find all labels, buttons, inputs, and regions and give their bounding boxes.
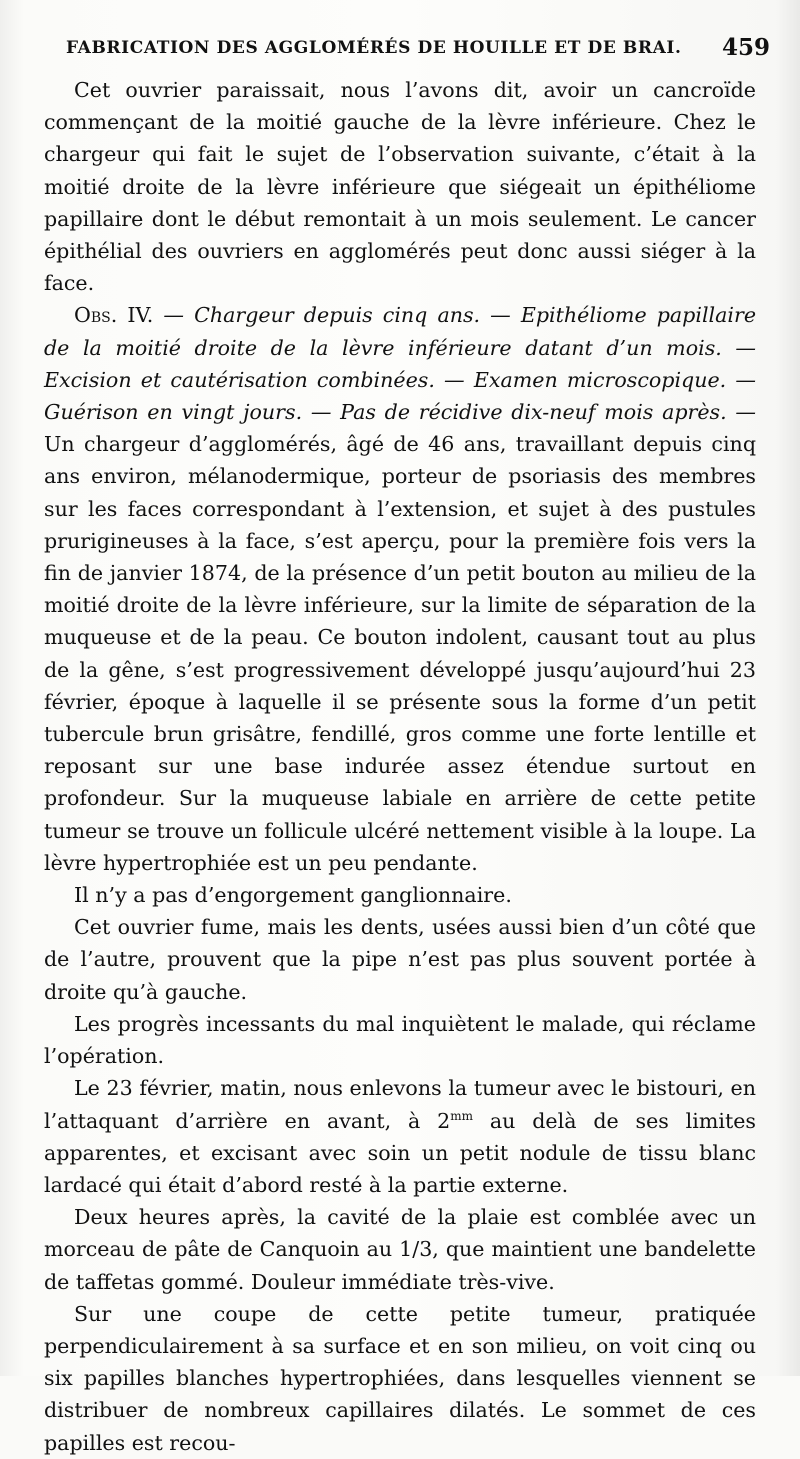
operation-paragraph <box>44 1072 756 1201</box>
page-number: 459 <box>721 34 770 61</box>
operation-text-end: au delà de ses limites apparentes, et excisant avec soin un petit nodule de tissu blanc lardacé qui était d’abord resté à la partie externe. <box>44 1108 756 1197</box>
observation-text: Un chargeur d’agglomérés, âgé de 46 ans, travaillant depuis cinq ans environ, mélanodermique, porteur de psoriasis des membres sur les faces correspondant à l’extension, et sujet à des pustules prurigineuses à la face, s’est aperçu, pour la première fois vers la fin de janvier 1874, de la présence d’un petit bouton au milieu de la moitié droite de la lèvre inférieure, sur la limite de séparation de la muqueuse et de la peau. Ce bouton indolent, causant tout au plus de la gêne, s’est progressivement développé jusqu’aujourd’hui 23 février, époque à laquelle il se présente sous la forme d’un petit tubercule brun grisâtre, fendillé, gros comme une forte lentille et reposant sur une base indurée assez étendue surtout en profondeur. Sur la muqueuse labiale en arrière de cette petite tumeur se trouve un follicule ulcéré nettement visible à la loupe. La lèvre hypertrophiée est un peu pendante. <box>44 432 756 875</box>
millimeter-unit: mm <box>450 1108 474 1123</box>
intro-paragraph: Cet ouvrier paraissait, nous l’avons dit, avoir un cancroïde commençant de la moitié gauche de la lèvre inférieure. Chez le chargeur qui fait le sujet de l’observation suivante, c’était à la moitié droite de la lèvre inférieure que siégeait un épithéliome papillaire dont le début remontait à un mois seulement. Le cancer épithélial des ouvriers en agglomérés peut donc aussi siéger à la face. <box>44 78 756 296</box>
page-header <box>58 32 770 68</box>
observation-heading: — Chargeur depuis cinq ans. — Epithéliome papillaire de la moitié droite de la lèvre inférieure datant d’un mois. — Excision et cautérisation combinées. — Examen microscopique. — Guérison en vingt jours. — Pas de récidive dix-neuf mois après. — <box>44 303 757 425</box>
body-text <box>44 74 756 1459</box>
smoking-paragraph: Cet ouvrier fume, mais les dents, usées aussi bien d’un côté que de l’autre, prouvent que la pipe n’est pas plus souvent portée à droite qu’à gauche. <box>44 915 756 1004</box>
running-head: FABRICATION DES AGGLOMÉRÉS DE HOUILLE ET DE BRAI. <box>66 38 682 58</box>
microscopy-paragraph: Sur une coupe de cette petite tumeur, pratiquée perpendiculairement à sa surface et en son milieu, on voit cinq ou six papilles blanches hypertrophiées, dans lesquelles viennent se distribuer de nombreux capillaires dilatés. Le sommet de ces papilles est recou- <box>44 1301 756 1455</box>
ganglion-paragraph: Il n’y a pas d’engorgement ganglionnaire. <box>74 883 512 908</box>
observation-paragraph <box>44 299 756 879</box>
progress-paragraph: Les progrès incessants du mal inquiètent le malade, qui réclame l’opération. <box>44 1011 756 1069</box>
observation-label: Obs. IV. <box>74 303 154 328</box>
operation-text-start: Le 23 février, matin, nous enlevons la tumeur avec le bistouri, en l’attaquant d’arrière en avant, à 2 <box>44 1076 756 1133</box>
cauterization-paragraph: Deux heures après, la cavité de la plaie est comblée avec un morceau de pâte de Canquoin au 1/3, que maintient une bandelette de taffetas gommé. Douleur immédiate très-vive. <box>44 1205 756 1294</box>
